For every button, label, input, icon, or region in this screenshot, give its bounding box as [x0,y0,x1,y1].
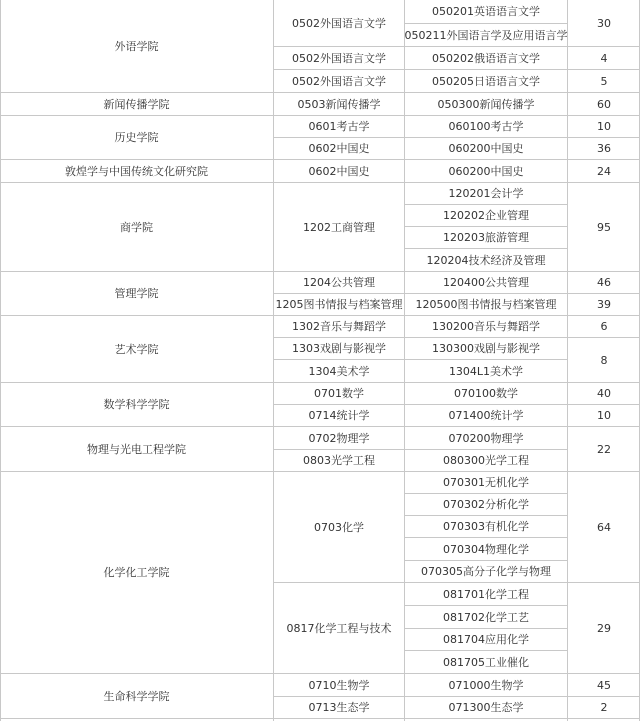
college-cell: 物理与光电工程学院 [87,442,186,456]
quota-cell: 60 [597,97,611,111]
sub-major-cell: 071400统计学 [448,409,524,422]
major-row-divider [273,359,567,360]
sub-major-cell: 050205日语语言文学 [432,74,540,88]
major-row-divider [273,696,640,697]
quota-cell: 30 [597,16,611,30]
quota-cell: 95 [597,220,611,234]
sub-major-cell: 081702化学工艺 [443,610,529,624]
sub-row-divider [404,493,567,494]
sub-major-cell: 081701化学工程 [443,587,529,601]
sub-major-cell: 1304L1美术学 [448,364,524,378]
quota-cell: 8 [600,353,608,367]
sub-major-cell: 070100数学 [454,387,518,400]
sub-major-cell: 080300光学工程 [443,454,529,467]
sub-row-divider [404,226,567,227]
sub-row-divider [404,628,567,629]
major-code-cell: 1302音乐与舞蹈学 [292,320,386,333]
sub-row-divider [404,605,567,606]
quota-cell: 4 [600,51,608,65]
college-divider [0,115,640,116]
sub-major-cell: 070200物理学 [448,431,524,445]
sub-major-cell: 060200中国史 [448,164,524,178]
major-row-divider [273,137,640,138]
quota-cell: 6 [600,320,608,333]
quota-cell: 24 [597,164,611,178]
college-cell: 数学科学学院 [103,398,170,411]
sub-major-cell: 120204技术经济及管理 [426,253,546,267]
sub-major-cell: 071300生态学 [448,701,524,714]
sub-row-divider [404,560,567,561]
sub-major-cell: 060200中国史 [448,142,524,155]
column-divider [567,0,568,721]
college-divider [0,271,640,272]
major-code-cell: 1304美术学 [308,364,370,378]
college-cell: 艺术学院 [114,342,159,356]
major-row-divider [273,337,640,338]
major-row-divider [273,293,640,294]
major-code-cell: 1303戏剧与影视学 [292,342,386,355]
sub-major-cell: 120201会计学 [448,187,524,200]
sub-major-cell: 050300新闻传播学 [437,97,535,111]
major-code-cell: 0817化学工程与技术 [286,621,392,635]
quota-cell: 46 [597,276,611,289]
college-divider [0,182,640,183]
college-divider [0,382,640,383]
quota-cell: 5 [600,74,608,88]
table-border-bottom [0,718,640,719]
quota-cell: 36 [597,142,611,155]
major-code-cell: 0601考古学 [308,120,370,133]
sub-row-divider [404,248,567,249]
sub-major-cell: 050201英语语言文学 [432,5,540,18]
sub-row-divider [404,515,567,516]
college-divider [0,159,640,160]
college-divider [0,471,640,472]
sub-major-cell: 070304物理化学 [443,542,529,556]
quota-cell: 40 [597,387,611,400]
major-code-cell: 0502外国语言文学 [292,16,386,30]
sub-row-divider [404,23,567,24]
sub-major-cell: 050202俄语语言文学 [432,51,540,65]
sub-major-cell: 060100考古学 [448,120,524,133]
sub-major-cell: 130300戏剧与影视学 [432,342,540,355]
sub-major-cell: 120400公共管理 [443,276,529,289]
major-row-divider [273,449,567,450]
sub-row-divider [404,650,567,651]
college-cell: 生命科学学院 [103,689,170,703]
quota-cell: 2 [600,701,608,714]
sub-major-cell: 081704应用化学 [443,633,529,646]
major-code-cell: 1204公共管理 [303,276,375,289]
major-code-cell: 0714统计学 [308,409,370,422]
college-divider [0,426,640,427]
sub-major-cell: 050211外国语言学及应用语言学 [405,28,567,42]
major-row-divider [273,46,640,47]
college-cell: 外语学院 [114,39,159,53]
sub-major-cell: 070302分析化学 [443,498,529,511]
sub-major-cell: 120203旅游管理 [443,231,529,244]
major-row-divider [273,582,640,583]
sub-major-cell: 070303有机化学 [443,520,529,533]
column-divider [404,0,405,721]
major-code-cell: 0502外国语言文学 [292,51,386,65]
major-code-cell: 0702物理学 [308,431,370,445]
college-cell: 管理学院 [114,287,159,300]
quota-cell: 39 [597,298,611,311]
major-code-cell: 0602中国史 [308,164,370,178]
college-divider [0,92,640,93]
major-row-divider [273,404,640,405]
major-code-cell: 1202工商管理 [303,220,375,234]
quota-cell: 29 [597,621,611,635]
quota-cell: 10 [597,120,611,133]
quota-cell: 10 [597,409,611,422]
column-divider [273,0,274,721]
sub-major-cell: 120500图书情报与档案管理 [415,298,557,311]
college-divider [0,673,640,674]
sub-major-cell: 120202企业管理 [443,209,529,222]
table-border-left [0,0,1,721]
sub-major-cell: 070305高分子化学与物理 [421,565,551,578]
college-divider [0,315,640,316]
major-row-divider [273,69,640,70]
sub-major-cell: 071000生物学 [448,678,524,692]
quota-cell: 22 [597,442,611,456]
college-cell: 化学化工学院 [103,566,170,579]
major-code-cell: 0502外国语言文学 [292,74,386,88]
major-code-cell: 0710生物学 [308,678,370,692]
major-code-cell: 0803光学工程 [303,454,375,467]
sub-row-divider [404,204,567,205]
major-code-cell: 0503新闻传播学 [297,97,381,111]
major-code-cell: 1205图书情报与档案管理 [275,298,403,311]
major-code-cell: 0602中国史 [308,142,370,155]
quota-cell: 64 [597,520,611,534]
college-cell: 新闻传播学院 [103,97,170,111]
major-code-cell: 0703化学 [314,520,364,534]
major-code-cell: 0713生态学 [308,701,370,714]
sub-major-cell: 081705工业催化 [443,655,529,669]
college-cell: 历史学院 [114,131,159,144]
sub-major-cell: 070301无机化学 [443,476,529,489]
sub-row-divider [404,537,567,538]
sub-major-cell: 130200音乐与舞蹈学 [432,320,540,333]
college-cell: 商学院 [120,220,153,234]
major-code-cell: 0701数学 [314,387,364,400]
college-cell: 敦煌学与中国传统文化研究院 [65,164,208,178]
quota-cell: 45 [597,678,611,692]
